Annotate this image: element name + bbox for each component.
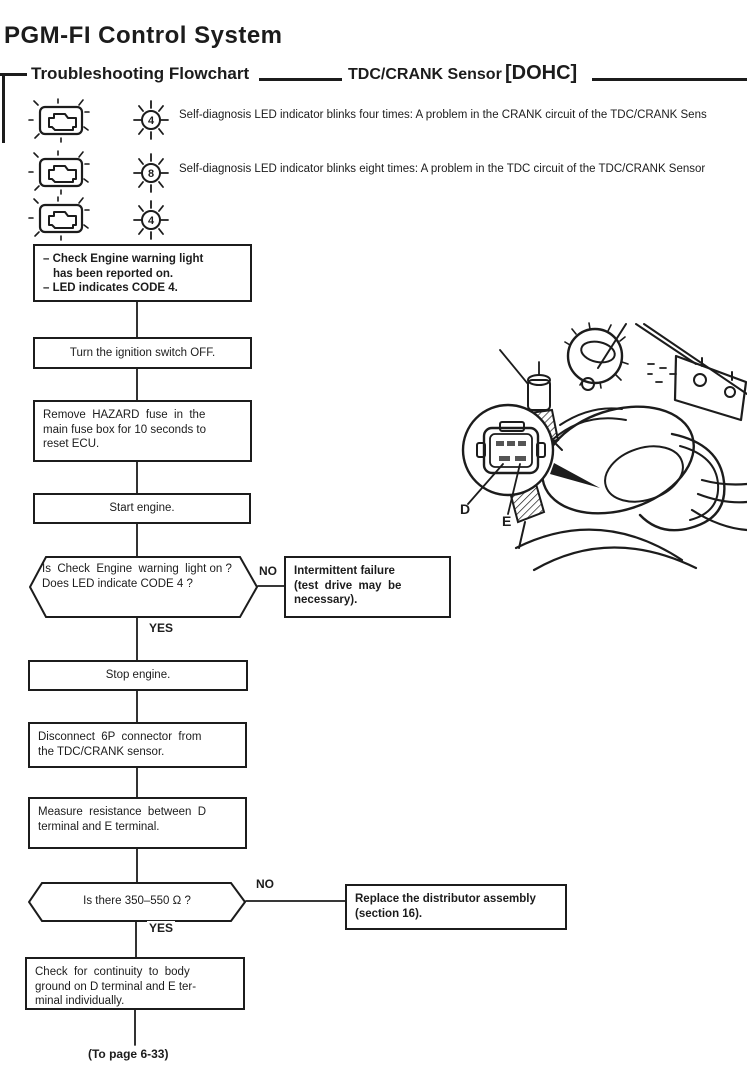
to-page-note: (To page 6-33) [88, 1047, 169, 1061]
branch-label-no: NO [256, 877, 274, 891]
flow-box-replace-distributor: Replace the distributor assembly (section 16). [345, 884, 567, 930]
terminal-d-label: D [460, 501, 471, 517]
branch-label-no: NO [259, 564, 277, 578]
topic-title: TDC/CRANK Sensor [348, 66, 502, 83]
flow-box-stop-engine: Stop engine. [28, 660, 248, 691]
flow-box-disconnect: Disconnect 6P connector from the TDC/CRANK sensor. [28, 722, 247, 768]
section-title: Troubleshooting Flowchart [31, 64, 250, 83]
flow-box-start-engine: Start engine. [33, 493, 251, 524]
svg-text:4: 4 [147, 115, 155, 127]
variant-label: [DOHC] [505, 62, 578, 84]
flow-box-hazard-fuse: Remove HAZARD fuse in the main fuse box for 10 seconds to reset ECU. [33, 400, 252, 462]
flow-box-intermittent: Intermittent failure (test drive may be necessary). [284, 556, 451, 618]
flow-decision-warning-light: Is Check Engine warning light on ? Does LED indicate CODE 4 ? [29, 556, 258, 618]
branch-label-yes: YES [149, 921, 174, 935]
flow-decision-resistance: Is there 350–550 Ω ? [28, 882, 246, 922]
distributor-illustration [440, 322, 747, 574]
terminal-e-label: E [502, 513, 512, 529]
flow-box-measure: Measure resistance between D terminal and E terminal. [28, 797, 247, 849]
flow-box-start: – Check Engine warning light has been reported on. – LED indicates CODE 4. [33, 244, 252, 302]
branch-label-yes: YES [149, 621, 174, 635]
svg-text:4: 4 [147, 215, 155, 227]
flow-box-continuity: Check for continuity to body ground on D terminal and E ter- minal individually. [25, 957, 245, 1010]
page-title: PGM-FI Control System [4, 22, 283, 49]
svg-text:8: 8 [147, 168, 155, 180]
legend-row-text: Self-diagnosis LED indicator blinks eight times: A problem in the TDC circuit of the TDC/CRANK Sensor [179, 163, 706, 175]
flow-box-ignition-off: Turn the ignition switch OFF. [33, 337, 252, 369]
legend-row-text: Self-diagnosis LED indicator blinks four times: A problem in the CRANK circuit of the TDC/CRANK Sens [179, 109, 707, 121]
